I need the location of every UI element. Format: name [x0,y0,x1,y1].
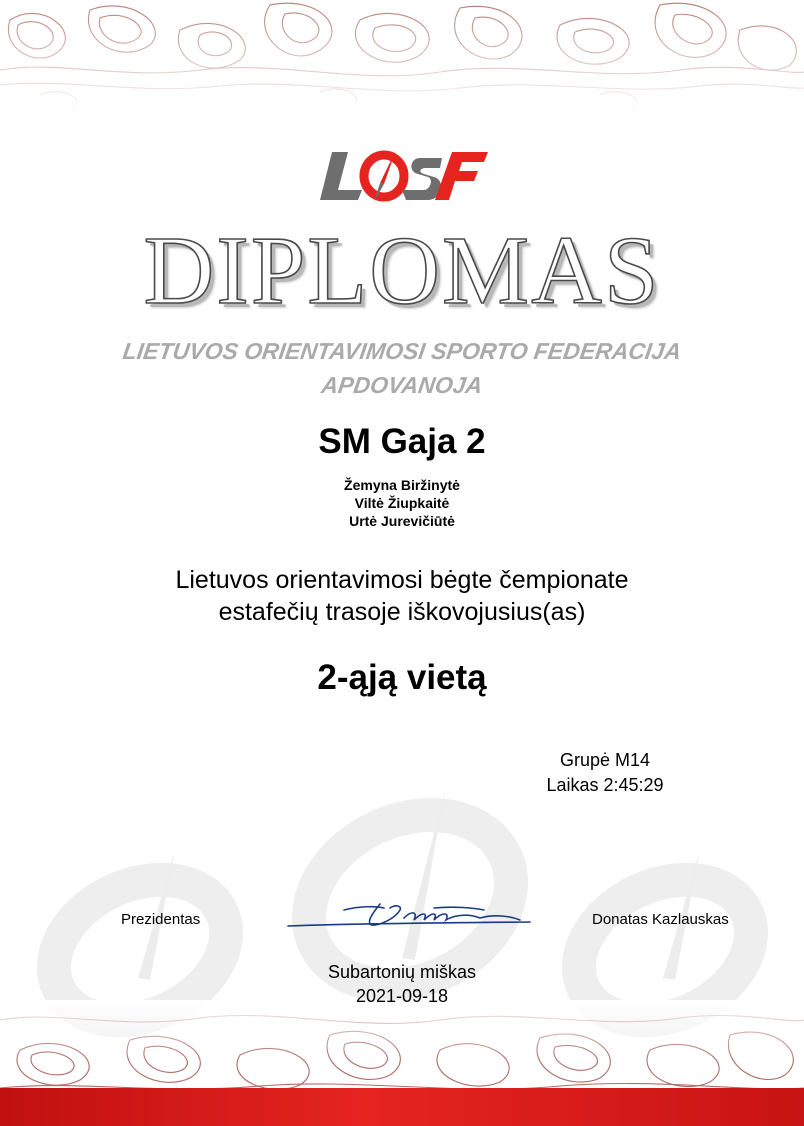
event-date: 2021-09-18 [355,986,449,1006]
placement: 2-ąją vietą [317,658,487,697]
recipient-team: SM Gaja 2 [318,422,486,461]
compass-logo-icon [318,150,490,202]
red-footer-band [0,1088,804,1126]
president-signature [284,896,534,932]
event-location: Subartonių miškas [327,962,477,982]
team-member: Urtė Jurevičiūtė [349,513,455,529]
diploma-title: DIPLOMAS [143,217,661,325]
team-member: Viltė Žiupkaitė [354,495,450,511]
topographic-pattern-bottom [0,1000,804,1100]
team-member: Žemyna Biržinytė [344,477,460,493]
achievement-text: estafečių trasoje iškovojusius(as) [218,598,586,626]
president-name: Donatas Kazlauskas [592,911,729,928]
federation-awards-label: APDOVANOJA [319,372,485,398]
topographic-pattern-top [0,0,804,112]
time-label: Laikas 2:45:29 [546,775,664,795]
federation-name: LIETUVOS ORIENTAVIMOSI SPORTO FEDERACIJA [121,338,683,364]
group-label: Grupė M14 [559,750,651,770]
president-label: Prezidentas [121,911,201,928]
achievement-text: Lietuvos orientavimosi bėgte čempionate [175,566,629,594]
